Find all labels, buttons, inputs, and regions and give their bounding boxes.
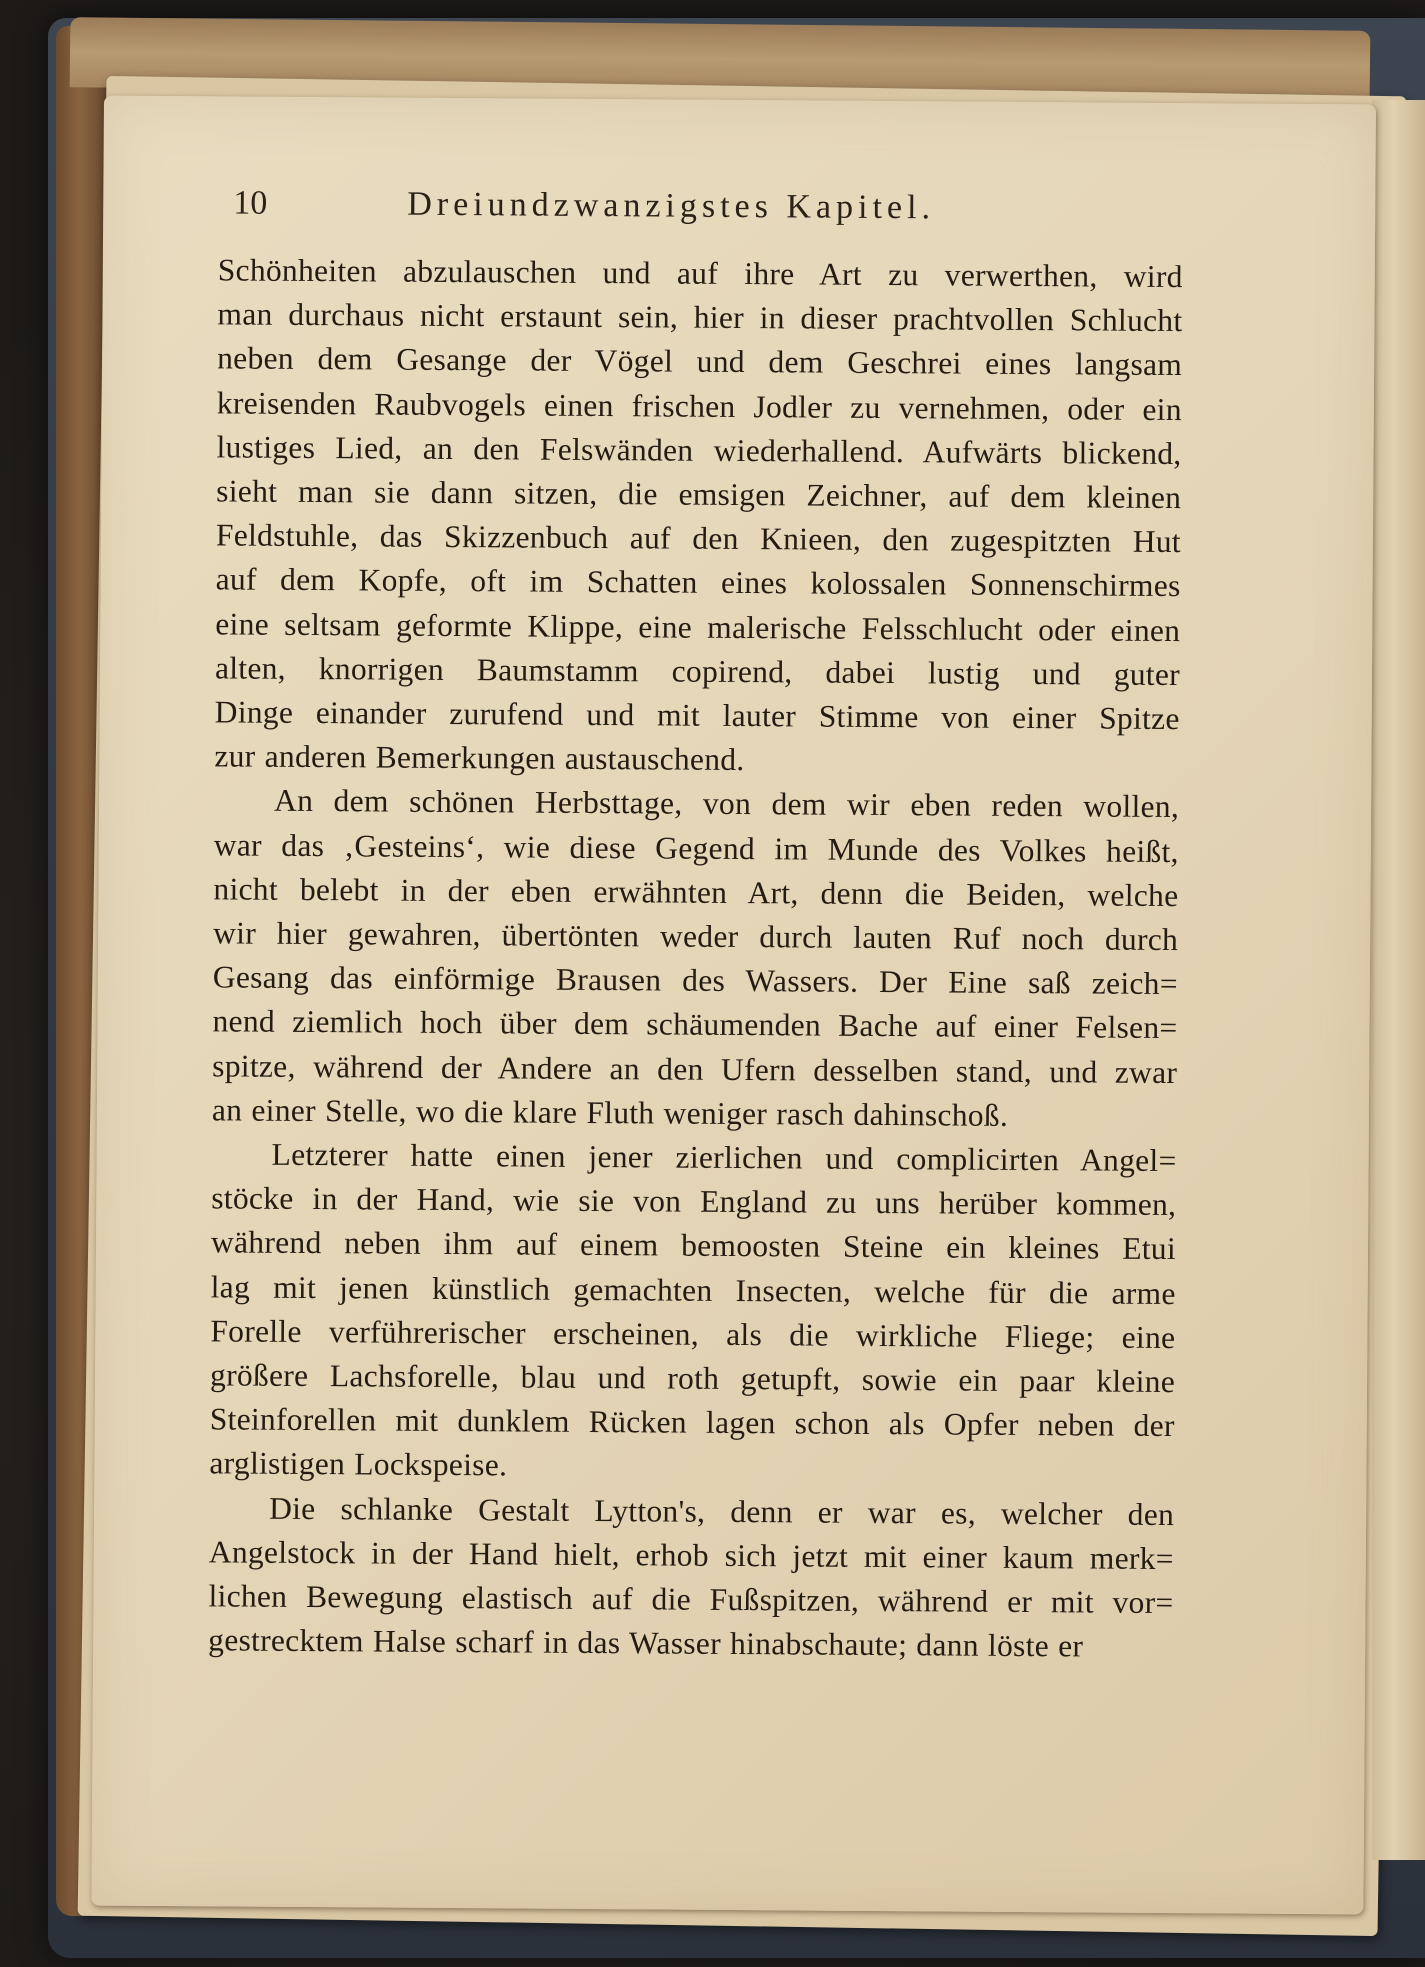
text-line: Steinforellen mit dunklem Rücken lagen schon als Opfer neben der (209, 1401, 1175, 1444)
text-line: Feldstuhle, das Skizzenbuch auf den Knieen, den zugespitzten Hut (215, 517, 1182, 560)
text-line: wir hier gewahren, übertönten weder durch lauten Ruf noch durch (213, 915, 1179, 958)
paragraph (209, 1132, 1176, 1492)
paragraph (214, 248, 1183, 785)
text-line: arglistigen Lockspeise. (209, 1445, 508, 1483)
text-line: kreisenden Raubvogels einen frischen Jodler zu vernehmen, oder ein (216, 384, 1182, 427)
text-line: gestrecktem Halse scharf in das Wasser hinabschaute; dann löste er (208, 1622, 1084, 1664)
text-line: Forelle verführerischer erscheinen, als die wirkliche Fliege; eine (210, 1313, 1176, 1355)
text-line: nend ziemlich hoch über dem schäumenden Bache auf einer Felsen= (212, 1003, 1178, 1046)
text-line: neben dem Gesange der Vögel und dem Geschrei eines langsam (217, 340, 1183, 383)
text-line: zur anderen Bemerkungen austauschend. (214, 738, 745, 778)
page-header (233, 184, 1233, 237)
book-page (91, 96, 1376, 1915)
text-line: spitze, während der Andere an den Ufern desselben stand, und zwar (212, 1047, 1178, 1090)
running-head: Dreiundzwanzigstes Kapitel. (407, 185, 936, 227)
text-line: Die schlanke Gestalt Lytton's, denn er war es, welcher den (269, 1490, 1175, 1532)
text-line: war das ‚Gesteins‘, wie diese Gegend im Munde des Volkes heißt, (213, 826, 1179, 869)
text-line: Angelstock in der Hand hielt, erhob sich jetzt mit einer kaum merk= (208, 1534, 1174, 1576)
text-line: nicht belebt in der eben erwähnten Art, denn die Beiden, welche (213, 871, 1179, 913)
page-block-edge (1372, 100, 1425, 1860)
text-line: lichen Bewegung elastisch auf die Fußspitzen, während er mit vor= (208, 1578, 1174, 1621)
text-line: Schönheiten abzulauschen und auf ihre Art zu verwerthen, wird (217, 252, 1183, 295)
text-line: Dinge einander zurufend und mit lauter Stimme von einer Spitze (214, 694, 1180, 737)
text-line: stöcke in der Hand, wie sie von England zu uns herüber kommen, (211, 1180, 1177, 1223)
paragraph (212, 779, 1179, 1139)
text-line: alten, knorrigen Baumstamm copirend, dabei lustig und guter (214, 650, 1181, 692)
text-line: sieht man sie dann sitzen, die emsigen Zeichner, auf dem kleinen (216, 473, 1182, 516)
text-line: Letzterer hatte einen jener zierlichen und complicirten Angel= (271, 1136, 1177, 1179)
text-line: größere Lachsforelle, blau und roth getupft, sowie ein paar kleine (209, 1357, 1176, 1400)
body-text (208, 248, 1183, 1669)
text-line: Gesang das einförmige Brausen des Wassers. Der Eine saß zeich= (212, 959, 1178, 1002)
text-line: lag mit jenen künstlich gemachten Insecten, welche für die arme (210, 1269, 1176, 1311)
text-line: lustiges Lied, an den Felswänden wiederhallend. Aufwärts blickend, (216, 429, 1182, 471)
text-line: an einer Stelle, wo die klare Fluth weniger rasch dahinschoß. (211, 1092, 1009, 1133)
paragraph (208, 1486, 1174, 1670)
text-line: man durchaus nicht erstaunt sein, hier in dieser prachtvollen Schlucht (217, 296, 1183, 339)
text-line: während neben ihm auf einem bemoosten Steine ein kleines Etui (210, 1224, 1177, 1267)
text-line: An dem schönen Herbsttage, von dem wir eben reden wollen, (273, 783, 1180, 825)
page-number: 10 (233, 184, 268, 222)
text-line: auf dem Kopfe, oft im Schatten eines kolossalen Sonnenschirmes (215, 561, 1181, 604)
text-line: eine seltsam geformte Klippe, eine malerische Felsschlucht oder einen (215, 605, 1181, 648)
